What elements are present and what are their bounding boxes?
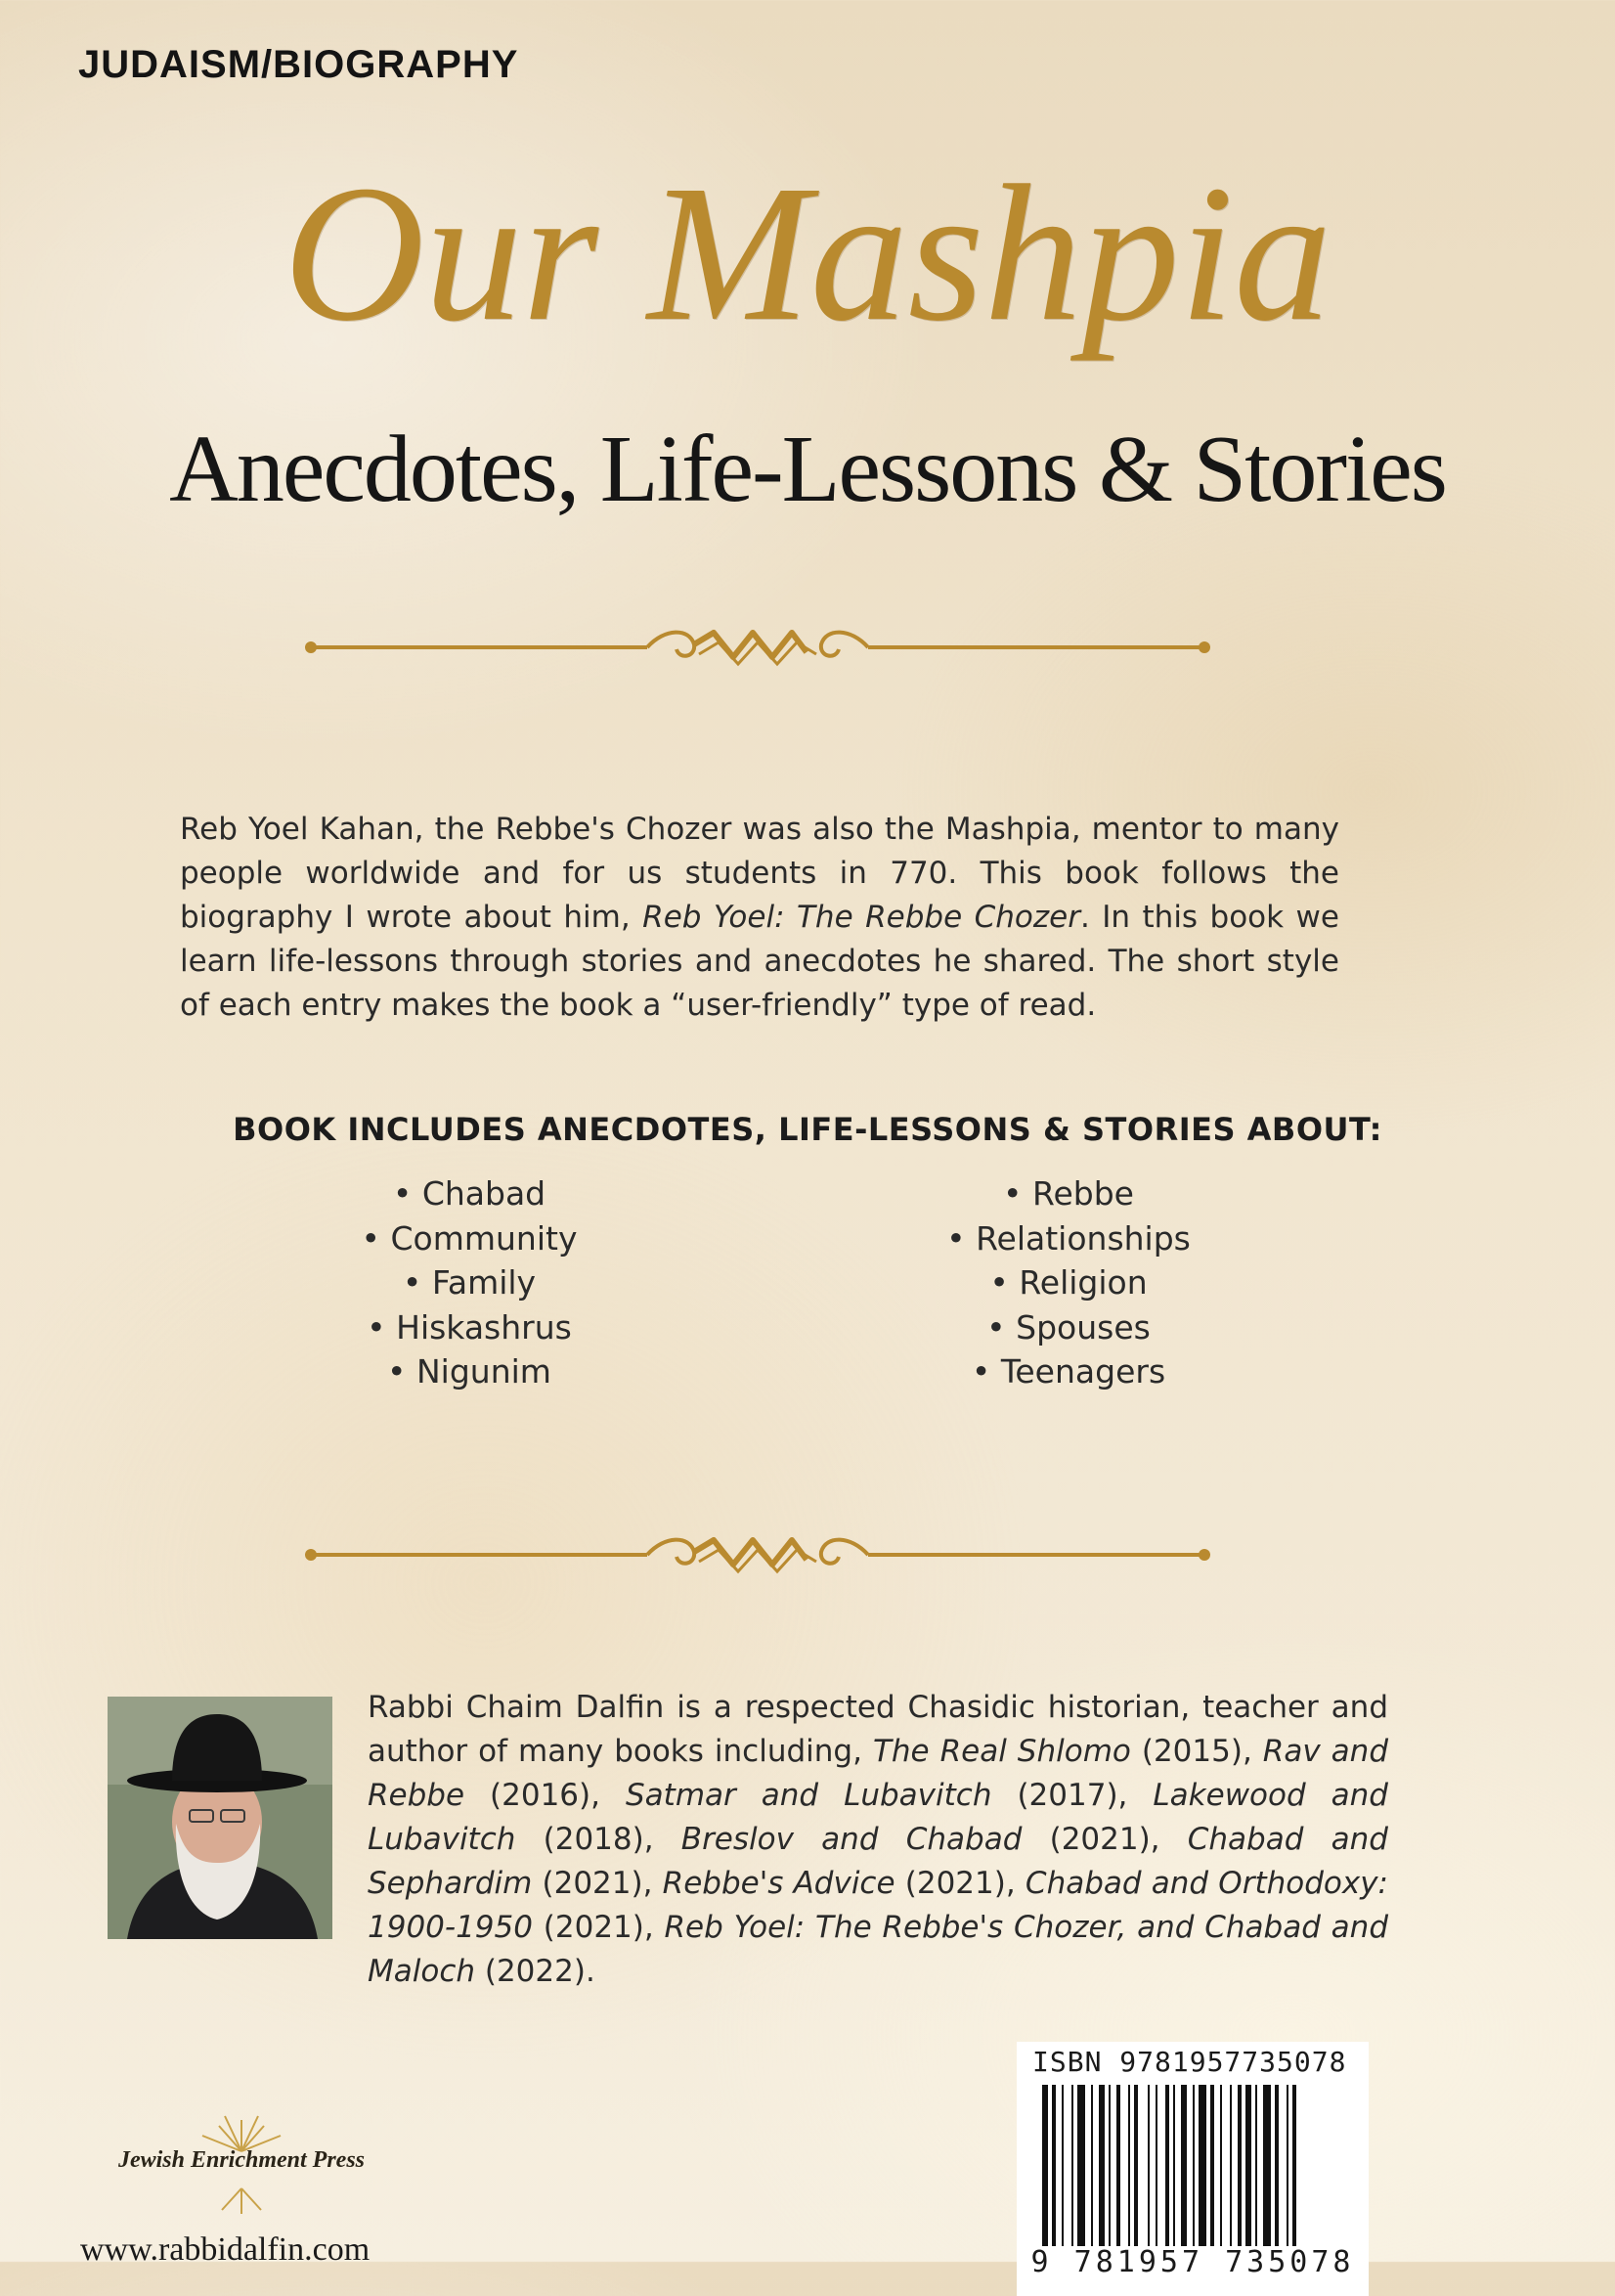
publisher-name: Jewish Enrichment Press xyxy=(117,2147,366,2173)
bio-book-title: Reb Yoel: The Rebbe's Chozer, and Chabad and Maloch xyxy=(368,1910,1388,1989)
bio-book-title: The Real Shlomo xyxy=(872,1734,1131,1769)
barcode-icon xyxy=(1042,2085,1355,2246)
author-photo xyxy=(108,1697,332,1939)
bio-text: (2021), xyxy=(532,1910,665,1945)
bio-text: (2021), xyxy=(895,1866,1026,1901)
list-item: • Rebbe xyxy=(873,1171,1264,1216)
bio-text: (2018), xyxy=(515,1822,681,1857)
list-item: • Family xyxy=(274,1260,665,1305)
bio-text: (2021), xyxy=(1022,1822,1188,1857)
bio-book-title: Satmar and Lubavitch xyxy=(625,1778,992,1813)
bio-text: (2017), xyxy=(991,1778,1154,1813)
bio-text: (2021), xyxy=(532,1866,663,1901)
bio-book-title: Breslov and Chabad xyxy=(680,1822,1023,1857)
topics-heading: BOOK INCLUDES ANECDOTES, LIFE-LESSONS & STORIES ABOUT: xyxy=(233,1111,1382,1148)
book-subtitle: Anecdotes, Life-Lessons & Stories xyxy=(169,417,1446,522)
bio-text: (2015), xyxy=(1130,1734,1263,1769)
author-bio xyxy=(368,1686,1388,1994)
bio-book-title: Rav and Rebbe xyxy=(368,1734,1388,1813)
barcode-number: 9 781957 735078 xyxy=(1030,2245,1355,2279)
bio-book-title: Lakewood and Lubavitch xyxy=(368,1778,1388,1857)
list-item: • Teenagers xyxy=(873,1349,1264,1394)
ornamental-divider-top xyxy=(303,623,1212,672)
list-item: • Chabad xyxy=(274,1171,665,1216)
topics-list-right xyxy=(873,1171,1264,1394)
bio-book-title: Chabad and Sephardim xyxy=(368,1822,1388,1901)
bio-book-title: Chabad and Orthodoxy: 1900-1950 xyxy=(368,1866,1388,1945)
list-item: • Religion xyxy=(873,1260,1264,1305)
blurb-book-title: Reb Yoel: The Rebbe Chozer xyxy=(642,900,1080,935)
bio-text: Rabbi Chaim Dalfin is a respected Chasidic historian, teacher and author of many books including, xyxy=(368,1690,1388,1769)
topics-list-left xyxy=(274,1171,665,1394)
ornamental-divider-bottom xyxy=(303,1530,1212,1579)
list-item: • Community xyxy=(274,1216,665,1261)
book-description: Reb Yoel Kahan, the Rebbe's Chozer was also the Mashpia, mentor to many people worldwide and for us students in 770. This book follows the biography I wrote about him, Reb Yoel: The Rebbe Chozer. In this book we learn life-lessons through stories and anecdotes he shared. The short style of each entry makes the book a “user-friendly” type of read. xyxy=(180,812,1339,1023)
book-title: Our Mashpia xyxy=(283,146,1332,362)
list-item: • Relationships xyxy=(873,1216,1264,1261)
bio-book-title: Rebbe's Advice xyxy=(662,1866,895,1901)
website-link[interactable]: www.rabbidalfin.com xyxy=(80,2231,371,2268)
isbn-label: ISBN 9781957735078 xyxy=(1032,2046,1347,2078)
list-item: • Hiskashrus xyxy=(274,1305,665,1350)
list-item: • Nigunim xyxy=(274,1349,665,1394)
bio-text: (2016), xyxy=(464,1778,626,1813)
bio-text: (2022). xyxy=(475,1954,595,1989)
category-label: JUDAISM/BIOGRAPHY xyxy=(78,43,519,86)
list-item: • Spouses xyxy=(873,1305,1264,1350)
